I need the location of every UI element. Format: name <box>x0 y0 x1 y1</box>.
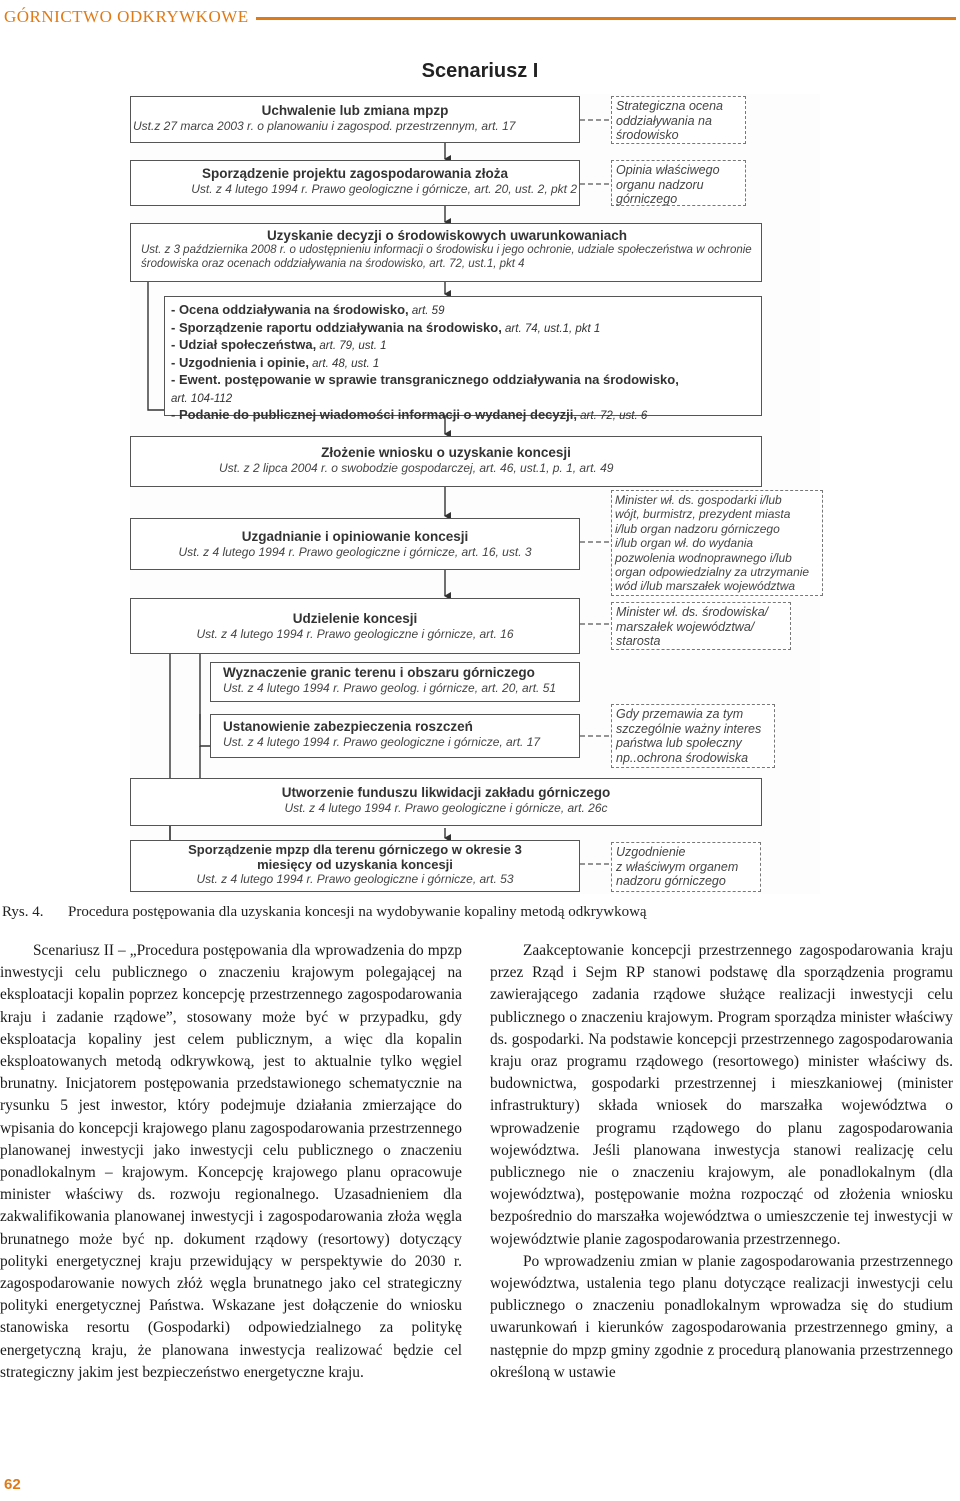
env-list-item: - Uzgodnienia i opinie, art. 48, ust. 1 <box>171 354 380 370</box>
step-law: Ust. z 4 lutego 1994 r. Prawo geologiczne i górnicze, art. 26c <box>284 801 608 815</box>
step-law: Ust. z 4 lutego 1994 r. Prawo geolog. i górnicze, art. 20, art. 51 <box>223 681 557 695</box>
step-law: Ust. z 4 lutego 1994 r. Prawo geologiczne i górnicze, art. 16, ust. 3 <box>178 545 532 559</box>
step-title: Złożenie wniosku o uzyskanie koncesji <box>321 445 571 460</box>
env-list-item: - Sporządzenie raportu oddziaływania na środowisko, art. 74, ust.1, pkt 1 <box>171 319 601 335</box>
step-box-mining-area-mpzp <box>130 840 580 892</box>
env-list-item: - Podanie do publicznej wiadomości informacji o wydanej decyzji, art. 72, ust. 6 <box>171 407 648 422</box>
procedure-flowchart <box>130 94 820 894</box>
note-mining-authority-opinion: Opinia właściwego organu nadzoru górniczego <box>611 160 746 206</box>
step-title: Utworzenie funduszu likwidacji zakładu górniczego <box>281 785 611 800</box>
body-column-left <box>0 940 462 1384</box>
step-title: Uzgadnianie i opiniowanie koncesji <box>241 529 469 544</box>
env-list-item: - Ewent. postępowanie w sprawie transgranicznego oddziaływania na środowisko, <box>171 372 679 387</box>
env-list-item: - Udział społeczeństwa, art. 79, ust. 1 <box>171 337 387 352</box>
step-box-mpzp <box>130 96 580 143</box>
step-title: Wyznaczenie granic terenu i obszaru górniczego <box>223 665 535 680</box>
step-box-concession-consultation <box>130 518 580 570</box>
note-granting-authority: Minister wł. ds. środowiska/ marszałek województwa/ starosta <box>611 602 791 650</box>
body-paragraph: Scenariusz II – „Procedura postępowania dla wprowadzenia do mpzp inwestycji celu publicznego o znaczeniu krajowym polegającej na eksploatacji kopalin poprzez koncepcję przestrzennego zagospodarowania kraju i zadanie rządowe”, stosowany może być w przypadku, gdy eksploatacja kopaliny jest celem publicznym, a więc dla kopalin eksploatowanych metodą odkrywkową, jest to aktualnie tylko węgiel brunatny. Inicjatorem postępowania przedstawionego schematycznie na rysunku 5 jest inwestor, który podejmuje działania zmierzające do wpisania do koncepcji krajowego planu zagospodarowania przestrzennego planowanej inwestycji jako inwestycji celu publicznego o znaczeniu ponadlokalnym – krajowym. Koncepcję krajowego planu opracowuje minister właściwy ds. rozwoju regionalnego. Uzasadnieniem dla zakwalifikowania planowanej inwestycji i zagospodarowania złoża węgla brunatnego może być np. dokument rządowy (resortowy) dotyczący polityki energetycznej kraju przewidujący w perspektywie do 2030 r. zagospodarowanie nowych złóż węgla brunatnego jako cel strategiczny polityki energetycznej Państwa. Wskazane jest dołączenie do wniosku stanowiska resortu (Gospodarki) odpowiedzialnego za politykę energetyczną kraju, że planowana inwestycja realizować będzie cel strategiczny jakim jest bezpieczeństwo energetyczne kraju. <box>0 942 462 1381</box>
body-paragraph: Po wprowadzeniu zmian w planie zagospodarowania przestrzennego województwa, ustalenia tego planu dotyczące realizacji inwestycji celu publicznego o znaczeniu ponadlokalnym wprowadza się do studium uwarunkowań i kierunków zagospodarowania przestrzennego gminy, a następnie do mpzp gminy zgodnie z procedurą planowania przestrzennego określoną w ustawie <box>490 1252 953 1381</box>
caption-label: Rys. 4. <box>2 904 44 920</box>
note-strategic-assessment: Strategiczna ocena oddziaływania na środowisko <box>611 96 746 144</box>
env-list-item: - Ocena oddziaływania na środowisko, art. 59 <box>171 302 445 317</box>
step-title: Udzielenie koncesji <box>292 611 418 626</box>
step-box-deposit-project <box>130 160 580 206</box>
step-box-concession-granting <box>130 598 580 654</box>
step-law: Ust.z 27 marca 2003 r. o planowaniu i zagospod. przestrzennym, art. 17 <box>133 119 516 133</box>
note-public-interest: Gdy przemawia za tym szczególnie ważny interes państwa lub społeczny np..ochrona środowiska <box>611 704 775 768</box>
step-law: Ust. z 4 lutego 1994 r. Prawo geologiczne i górnicze, art. 20, ust. 2, pkt 2 <box>191 182 577 196</box>
step-title: Uchwalenie lub zmiana mpzp <box>261 103 449 118</box>
connector-6-7 <box>200 654 210 746</box>
step-box-liquidation-fund <box>130 778 762 826</box>
page-number: 62 <box>4 1476 21 1493</box>
figure-title: Scenariusz I <box>421 60 539 82</box>
connector-bracket-3 <box>148 282 164 410</box>
note-consulting-authorities: Minister wł. ds. gospodarki i/lub wójt, burmistrz, prezydent miasta i/lub organ nadzoru górniczego i/lub organ wł. do wydania pozwolenia wodnoprawnego i/lub organ odpowiedzialny za utrzymanie wód i/lub marszałek województwa <box>611 490 823 596</box>
body-paragraph: Zaakceptowanie koncepcji przestrzennego zagospodarowania kraju przez Rząd i Sejm RP stanowi podstawę dla sporządzenia programu zawierającego zadania rządowe służące realizacji inwestycji celu publicznego o znaczeniu krajowym. Program sporządza minister właściwy ds. gospodarki. Na podstawie koncepcji przestrzennego zagospodarowania kraju oraz programu rządowego (resortowego) minister właściwy ds. budownictwa, gospodarki przestrzennej i mieszkaniowej (minister infrastruktury) składa wniosek do marszałka województwa o wprowadzenie programu rządowego do planu zagospodarowania województwa. Jeśli planowana inwestycja stanowi realizację celu publicznego nie o znaczeniu krajowym, ale ponadlokalnym (dla województwa), postępowanie można rozpocząć od złożenia wniosku bezpośrednio do marszałka województwa o umieszczenie tej inwestycji w województwie planie zagospodarowania przestrzennego. <box>490 942 953 1248</box>
caption-text: Procedura postępowania dla uzyskania koncesji na wydobywanie kopaliny metodą odkrywkową <box>68 904 647 920</box>
step-law: Ust. z 3 października 2008 r. o udostępnieniu informacji o środowisku i jego ochronie, udziale społeczeństwa w ochronie środowiska oraz ocenach oddziaływania na środowisko, art. 72, ust.1, pkt 4 <box>141 244 752 270</box>
running-header <box>0 0 960 36</box>
step-title: Sporządzenie projektu zagospodarowania złoża <box>201 166 509 181</box>
step-law: Ust. z 4 lutego 1994 r. Prawo geologiczne i górnicze, art. 16 <box>196 627 514 641</box>
step-title: Uzyskanie decyzji o środowiskowych uwarunkowaniach <box>266 228 628 243</box>
step-box-claims-security <box>210 714 580 758</box>
figure-caption <box>2 904 647 921</box>
step-law: Ust. z 4 lutego 1994 r. Prawo geologiczne i górnicze, art. 17 <box>223 735 541 749</box>
step-title: Ustanowienie zabezpieczenia roszczeń <box>223 719 473 734</box>
step-box-environmental-decision <box>130 223 762 282</box>
environmental-procedures-list <box>164 296 762 422</box>
header-rule <box>256 17 956 20</box>
step-box-concession-application <box>130 436 762 487</box>
step-law: Ust. z 4 lutego 1994 r. Prawo geologiczne i górnicze, art. 53 <box>196 872 514 886</box>
step-law: Ust. z 2 lipca 2004 r. o swobodzie gospodarczej, art. 46, ust.1, p. 1, art. 49 <box>219 461 614 475</box>
body-column-right <box>490 940 953 1384</box>
step-box-mining-area <box>210 662 580 702</box>
note-mining-authority-agreement: Uzgodnienie z właściwym organem nadzoru górniczego <box>611 842 761 892</box>
journal-title: GÓRNICTWO ODKRYWKOWE <box>4 7 249 26</box>
env-list-item: art. 104-112 <box>171 392 233 405</box>
step-title: Sporządzenie mpzp dla terenu górniczego w okresie 3 miesięcy od uzyskania koncesji <box>188 842 522 872</box>
